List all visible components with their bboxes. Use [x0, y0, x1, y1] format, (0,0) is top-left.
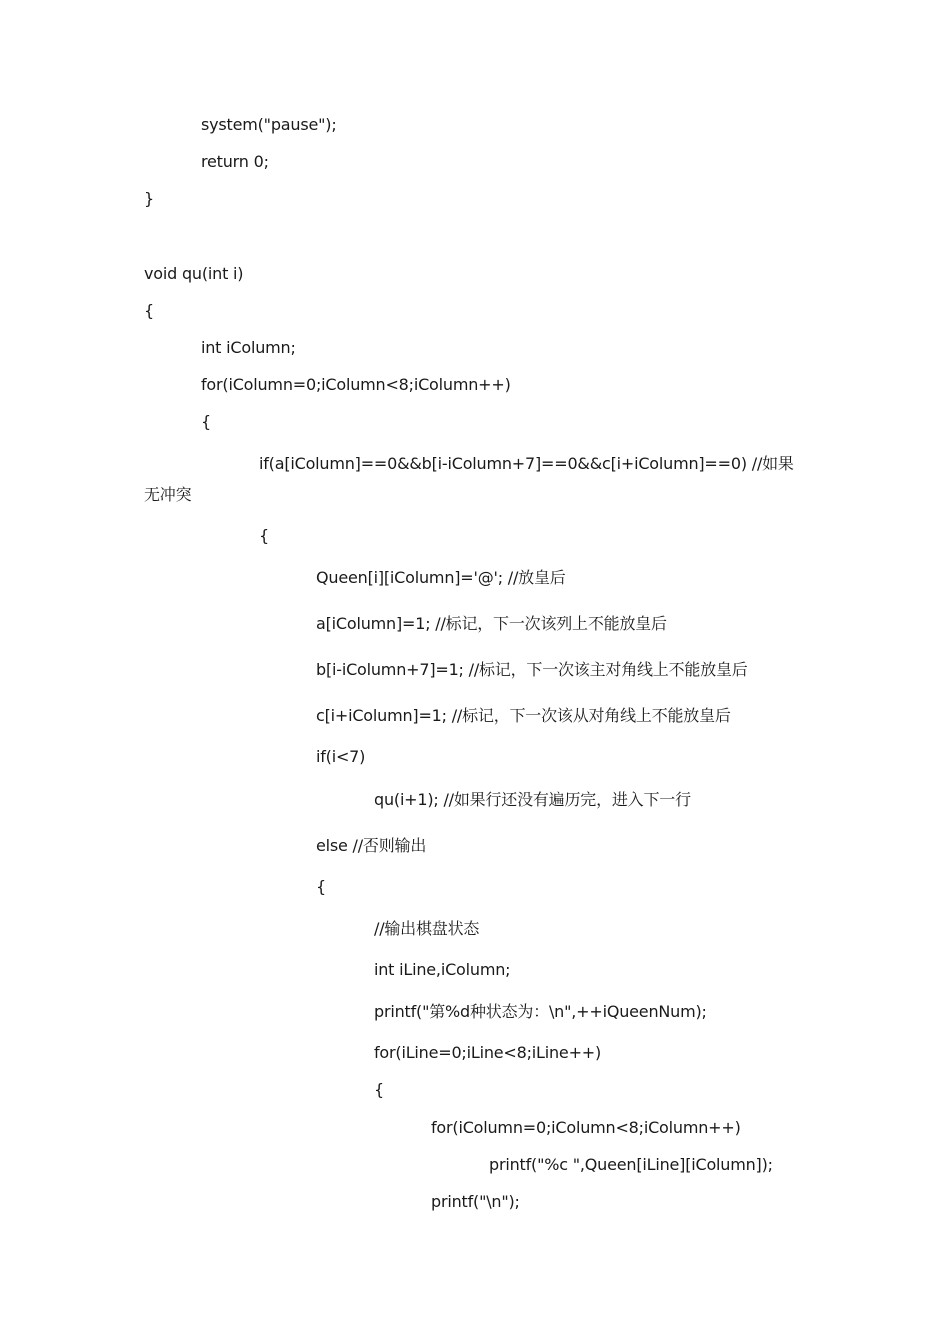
code-line: {	[316, 877, 326, 896]
code-line: if(i<7)	[316, 747, 366, 766]
code-line: for(iColumn=0;iColumn<8;iColumn++)	[201, 375, 511, 394]
code-line: {	[201, 412, 211, 431]
code-line: printf("第%d种状态为：\n",++iQueenNum);	[374, 1002, 707, 1021]
code-line: for(iLine=0;iLine<8;iLine++)	[374, 1043, 602, 1062]
code-line: {	[259, 526, 269, 545]
code-line: //输出棋盘状态	[374, 919, 480, 938]
code-line: int iColumn;	[201, 338, 296, 357]
code-line: {	[144, 301, 154, 320]
code-line: for(iColumn=0;iColumn<8;iColumn++)	[431, 1118, 741, 1137]
code-line: void qu(int i)	[144, 264, 244, 283]
code-line: a[iColumn]=1; //标记，下一次该列上不能放皇后	[316, 614, 667, 633]
code-line: printf("\n");	[431, 1192, 520, 1211]
code-line: return 0;	[201, 152, 269, 171]
code-line: b[i-iColumn+7]=1; //标记，下一次该主对角线上不能放皇后	[316, 660, 748, 679]
code-line: system("pause");	[201, 115, 337, 134]
code-line: c[i+iColumn]=1; //标记，下一次该从对角线上不能放皇后	[316, 706, 731, 725]
code-line: }	[144, 189, 154, 208]
code-line: printf("%c ",Queen[iLine][iColumn]);	[489, 1155, 773, 1174]
code-line: 无冲突	[144, 485, 192, 504]
code-line: int iLine,iColumn;	[374, 960, 511, 979]
code-line: Queen[i][iColumn]='@'; //放皇后	[316, 568, 566, 587]
code-line: if(a[iColumn]==0&&b[i-iColumn+7]==0&&c[i+iColumn]==0) //如果	[259, 454, 794, 473]
code-line: qu(i+1); //如果行还没有遍历完，进入下一行	[374, 790, 691, 809]
code-line: else //否则输出	[316, 836, 427, 855]
code-line: {	[374, 1080, 384, 1099]
